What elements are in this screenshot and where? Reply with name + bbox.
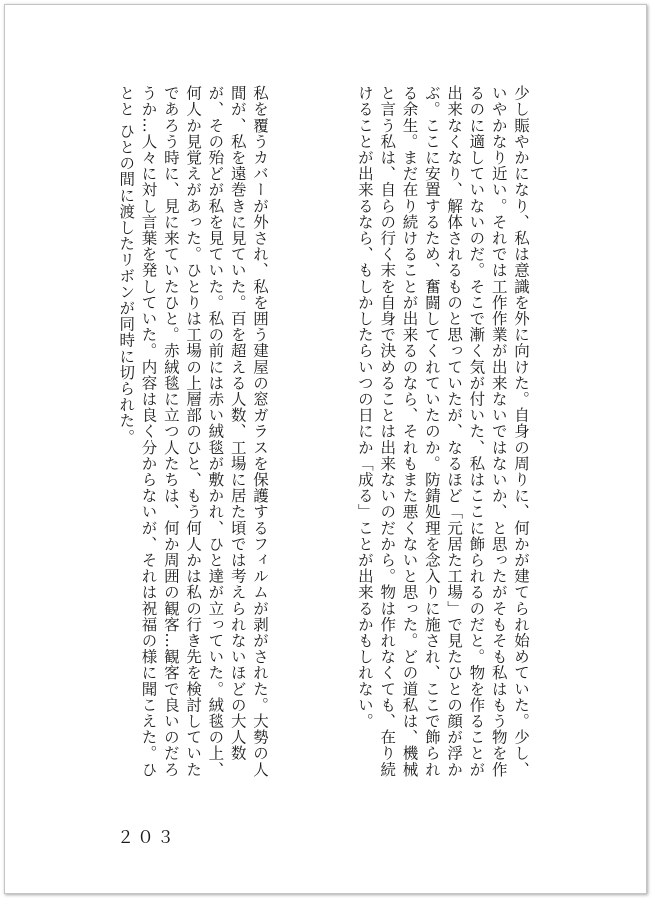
paragraph-1: 少し賑やかになり、私は意識を外に向けた。自身の周りに、何かが建てられ始めていた。少し、いやかなり近い。それでは工作作業が出来ないではないか、と思ったがそもそも私はもう物を作るのに適していないのだ。そこで漸く気が付いた、私はここに飾られるのだと。物を作ることが出来なくなり、解体されるものと思っていたが、なるほど「元居た工場」で見たひとの顔が浮かぶ。ここに安置するため、奮闘してくれていたのか。防錆処理を念入りに施され、ここで飾られる余生。まだ在り続けることが出来るのなら、それもまた悪くないと思った。どの道私は、機械と言う私は、自らの行く末を自身で決めることは出来ないのだから。物は作れなくても、在り続けることが出来るなら、もしかしたらいつの日にか「成る」ことが出来るかもしれない。 bbox=[355, 85, 530, 778]
page bbox=[4, 4, 647, 894]
paragraph-2: 私を覆うカバーが外され、私を囲う建屋の窓ガラスを保護するフィルムが剥がされた。大勢の人間が、私を遠巻きに見ていた。百を超える人数、工場に居た頃では考えられないほどの大人数が、その殆どが私を見ていた。私の前には赤い絨毯が敷かれ、ひと達が立っていた。絨毯の上、何人か見覚えがあった。ひとりは工場の上層部のひと、もう何人かは私の行き先を検討していたであろう時に、見に来ていたひと。赤絨毯に立つ人たちは、何か周囲の観客…観客で良いのだろうか…人々に対し言葉を発していた。内容は良く分からないが、それは祝福の様に聞こえた。ひとと ひとの間に渡したリボンが同時に切られた。 bbox=[117, 85, 269, 778]
page-number: ２０３ bbox=[117, 828, 177, 848]
